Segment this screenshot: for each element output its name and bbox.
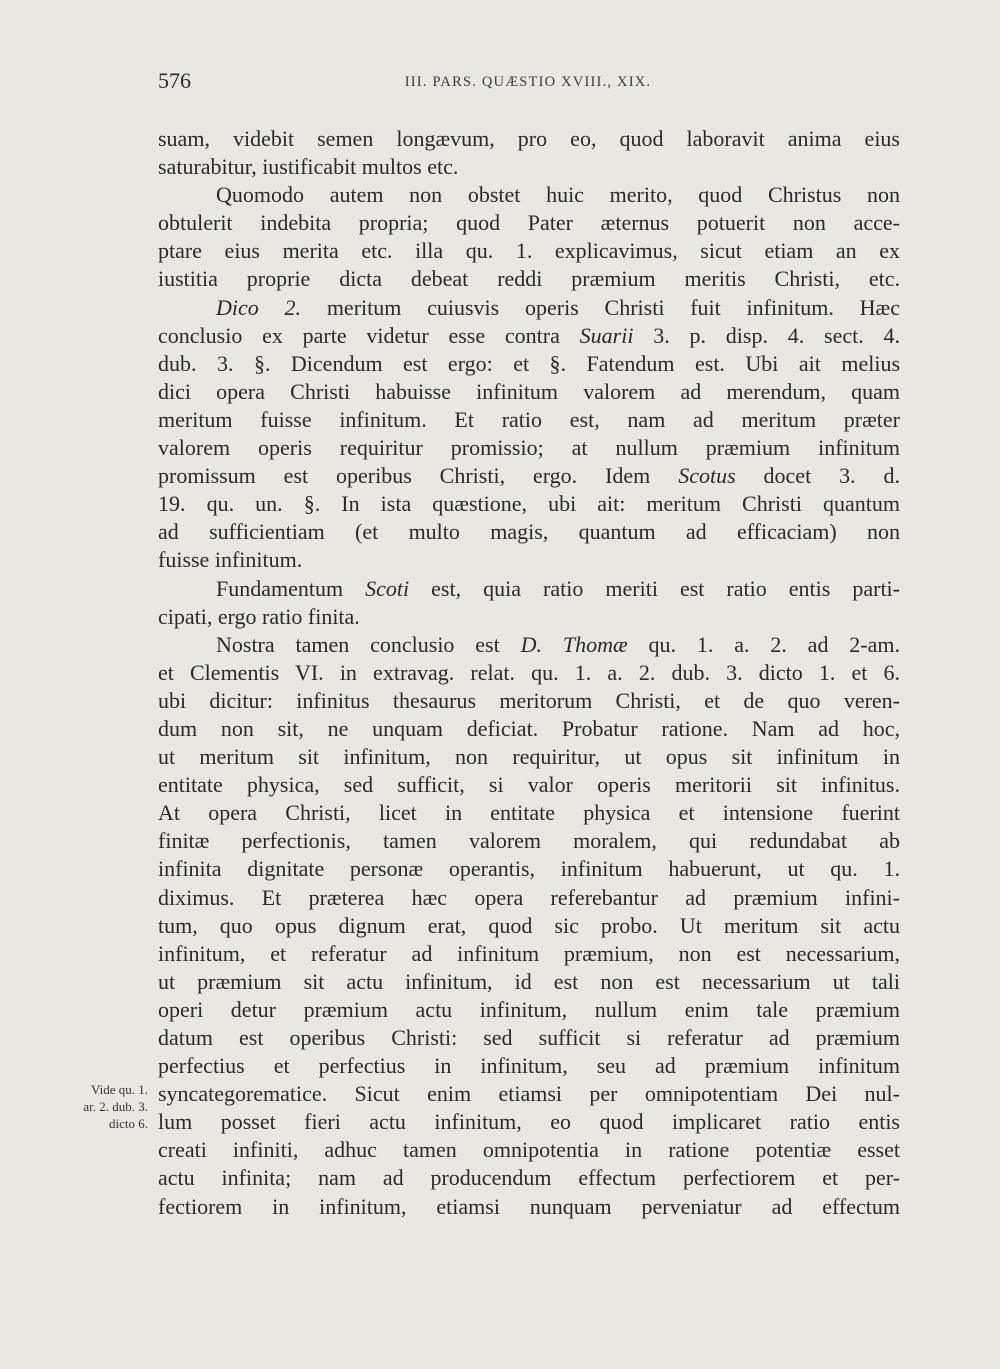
text-line: Quomodo autem non obstet huic merito, quod Christus non [216,182,900,208]
italic-text: Scotus [678,463,736,489]
text-line: diximus. Et præterea hæc opera referebantur ad præmium infini- [158,884,900,910]
margin-note-line: Vide qu. 1. [91,1082,148,1097]
text-line: dici opera Christi habuisse infinitum valorem ad merendum, quam [158,378,900,404]
line-text: promissum est operibus Christi, ergo. Idem [158,463,679,489]
line-text: conclusio ex parte videtur esse contra [158,322,580,348]
line-text: Nostra tamen conclusio est [216,631,521,657]
text-line [158,631,900,659]
text-line: creati infiniti, adhuc tamen omnipotentia in ratione potentiæ esset [158,1137,900,1163]
text-line: finitæ perfectionis, tamen valorem moralem, qui redundabat ab [158,828,900,854]
text-line [158,462,900,490]
text-line: ad sufficientiam (et multo magis, quantum ad efficaciam) non [158,519,900,545]
text-line: dum non sit, ne unquam deficiat. Probatur ratione. Nam ad hoc, [158,715,900,741]
text-line: operi detur præmium actu infinitum, nullum enim tale præmium [158,996,900,1022]
body-text [158,125,900,1221]
running-head: III. PARS. QUÆSTIO XVIII., XIX. [404,74,652,90]
text-line: 19. qu. un. §. In ista quæstione, ubi ait: meritum Christi quantum [158,491,900,517]
text-line: lum posset fieri actu infinitum, eo quod implicaret ratio entis [158,1109,900,1135]
margin-note-line: ar. 2. dub. 3. [83,1099,148,1114]
text-line: ptare eius merita etc. illa qu. 1. explicavimus, sicut etiam an ex [158,238,900,264]
line-text: docet 3. d. [735,463,900,489]
page-header [158,68,898,102]
text-line: valorem operis requiritur promissio; at nullum præmium infinitum [158,435,900,461]
text-line: suam, videbit semen longævum, pro eo, quod laboravit anima eius [158,126,900,151]
text-line: entitate physica, sed sufficit, si valor operis meritorii sit infinitus. [158,772,900,798]
margin-note-line: dicto 6. [109,1116,148,1131]
text-line: iustitia proprie dicta debeat reddi præmium meritis Christi, etc. [158,266,900,292]
text-line: cipati, ergo ratio finita. [158,603,360,629]
line-text: qu. 1. a. 2. ad 2-am. [627,631,900,657]
text-line: syncategorematice. Sicut enim etiamsi per omnipotentiam Dei nul- [158,1081,900,1107]
text-line: fuisse infinitum. [158,547,303,573]
line-text: Fundamentum [216,575,366,601]
text-line: perfectius et perfectius in infinitum, seu ad præmium infinitum [158,1053,900,1079]
text-line [158,294,900,322]
text-line: ut præmium sit actu infinitum, id est non est necessarium ut tali [158,968,900,994]
text-line: obtulerit indebita propria; quod Pater æternus potuerit non acce- [158,210,900,236]
line-text: meritum cuiusvis operis Christi fuit infinitum. Hæc [301,294,900,320]
text-line: tum, quo opus dignum erat, quod sic probo. Ut meritum sit actu [158,912,900,938]
text-line: ubi dicitur: infinitus thesaurus meritorum Christi, et de quo veren- [158,687,900,713]
text-line: datum est operibus Christi: sed sufficit si referatur ad præmium [158,1025,900,1050]
italic-text: Scoti [365,575,410,601]
text-line: et Clementis VI. in extravag. relat. qu. 1. a. 2. dub. 3. dicto 1. et 6. [158,659,900,685]
line-text: est, quia ratio meriti est ratio entis parti- [409,575,900,601]
text-line [158,322,900,350]
text-line: infinita dignitate personæ operantis, infinitum habuerunt, ut qu. 1. [158,856,900,882]
text-line: ut meritum sit infinitum, non requiritur, ut opus sit infinitum in [158,744,900,770]
italic-text: Suarii [579,322,634,348]
text-line: infinitum, et referatur ad infinitum præmium, non est necessarium, [158,940,900,966]
margin-note [28,1081,148,1132]
text-line: saturabitur, iustificabit multos etc. [158,154,459,180]
text-line: meritum fuisse infinitum. Et ratio est, nam ad meritum præter [158,406,900,432]
text-line: fectiorem in infinitum, etiamsi nunquam perveniatur ad effectum [158,1193,900,1219]
text-line: At opera Christi, licet in entitate physica et intensione fuerint [158,800,900,826]
italic-text: D. Thomæ [520,631,628,657]
text-line: dub. 3. §. Dicendum est ergo: et §. Fatendum est. Ubi ait melius [158,350,900,376]
text-line: actu infinita; nam ad producendum effectum perfectiorem et per- [158,1165,900,1191]
page-number: 576 [158,68,191,93]
italic-text: Dico 2. [216,294,302,320]
line-text: 3. p. disp. 4. sect. 4. [633,322,900,348]
text-line [158,575,900,603]
